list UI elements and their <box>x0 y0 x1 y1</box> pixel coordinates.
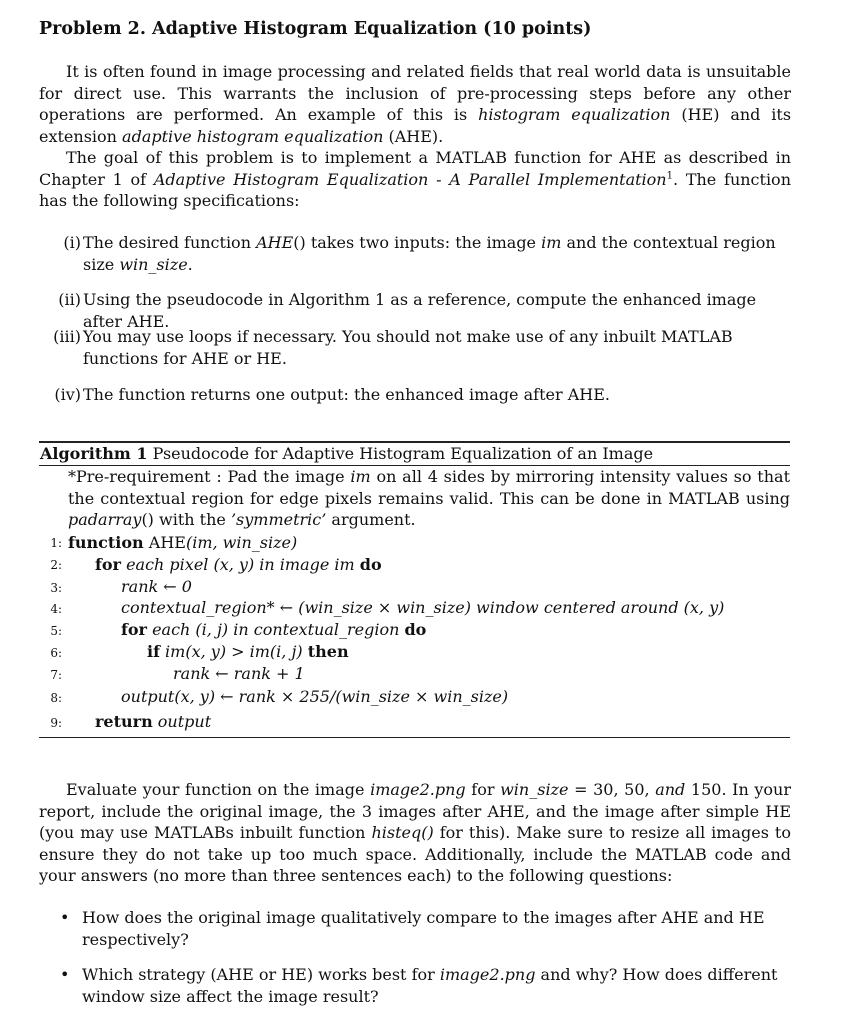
intro-text: The goal of this problem is to implement a MATLAB function for AHE as described in Chapter 1 of <box>39 148 791 189</box>
algorithm-caption <box>40 443 653 465</box>
spec-fragment: The desired function <box>83 233 257 252</box>
algorithm-caption-text: Pseudocode for Adaptive Histogram Equalization of an Image <box>147 444 654 463</box>
spec-label: (iv) <box>54 385 81 404</box>
spec-text <box>83 232 791 275</box>
eval-text: = 30, 50, <box>568 780 656 799</box>
intro-paragraph-2 <box>39 147 791 212</box>
line-number: 1: <box>50 536 62 550</box>
code-args: (im, win_size) <box>185 533 298 552</box>
line-number: 7: <box>50 668 62 682</box>
line-number: 3: <box>50 581 62 595</box>
code-text: rank ← rank + 1 <box>173 664 305 683</box>
line-number: 6: <box>50 646 62 660</box>
line-number: 4: <box>50 602 62 616</box>
algorithm-label: Algorithm 1 <box>40 444 148 463</box>
spec-fragment: () takes two inputs: the image <box>293 233 542 252</box>
intro-text: It is often found in image processing and related fields that real world data is unsuitable for direct use. This warrants the inclusion of pre-processing steps before any other operations are performed. An example of this is <box>39 62 791 124</box>
code-text: each pixel (x, y) in image im <box>120 555 360 574</box>
spec-label: (i) <box>63 233 81 252</box>
filename: image2.png <box>370 780 466 799</box>
spec-label: (iii) <box>53 327 81 346</box>
keyword: for <box>121 620 147 639</box>
keyword: if <box>147 642 160 661</box>
spec-text: The function returns one output: the enhanced image after AHE. <box>83 385 610 404</box>
spec-fragment: and the contextual region size <box>83 233 776 274</box>
code-text: output(x, y) ← rank × 255/(win_size × win_size) <box>121 687 509 706</box>
problem-title: Problem 2. Adaptive Histogram Equalization (10 points) <box>39 19 592 39</box>
code-line <box>173 663 305 685</box>
footnote-marker: 1 <box>666 170 673 182</box>
function-padarray: padarray <box>68 510 142 529</box>
code-text: output <box>152 712 212 731</box>
question-fragment: and why? How does different window size affect the image result? <box>82 965 778 1006</box>
algorithm-bottom-rule <box>39 737 790 738</box>
code-line <box>121 619 426 641</box>
spec-fragment: . <box>187 254 193 274</box>
pre-requirement <box>68 466 790 531</box>
var-im: im <box>350 467 371 486</box>
code-text: rank ← 0 <box>121 577 192 596</box>
bullet-icon: • <box>60 965 70 984</box>
question-text <box>82 964 790 1007</box>
line-number: 5: <box>50 624 62 638</box>
keyword: return <box>95 712 153 731</box>
eval-text: 150. In your report, include the original image, the 3 images after AHE, and the image after simple HE (you may use MATLABs inbuilt function <box>39 780 792 842</box>
var-im: im <box>541 233 562 252</box>
line-number: 9: <box>50 716 62 730</box>
question-fragment: Which strategy (AHE or HE) works best for <box>82 965 440 984</box>
keyword: do <box>359 555 382 574</box>
code-text: contextual_region* ← (win_size × win_size) window centered around (x, y) <box>121 598 725 617</box>
code-text: AHE <box>143 533 186 552</box>
pre-text: argument. <box>326 510 416 529</box>
filename: image2.png <box>439 965 536 984</box>
pre-text: *Pre-requirement : Pad the image <box>68 467 351 486</box>
function-histeq: histeq() <box>371 823 434 842</box>
code-line <box>95 711 211 733</box>
keyword: for <box>95 555 121 574</box>
code-line <box>95 554 382 576</box>
eval-text: for <box>465 780 501 799</box>
function-name: AHE <box>256 233 294 252</box>
code-line <box>121 686 508 708</box>
keyword: do <box>404 620 427 639</box>
term-ahe: adaptive histogram equalization <box>122 126 384 146</box>
spec-label: (ii) <box>58 290 81 309</box>
keyword: then <box>307 642 349 661</box>
question-text: How does the original image qualitatively compare to the images after AHE and HE respectively? <box>82 908 765 949</box>
spec-text: You may use loops if necessary. You should not make use of any inbuilt MATLAB functions for AHE or HE. <box>83 327 733 368</box>
book-title: Adaptive Histogram Equalization - A Parallel Implementation <box>153 169 667 189</box>
eval-text: for this). Make sure to resize all images to ensure they do not take up too much space. Additionally, include the MATLAB code and your answers (no more than three sentences each) to the following questions: <box>39 823 791 885</box>
pre-text: on all 4 sides by mirroring intensity values so that the contextual region for edge pixels remains valid. This can be done in MATLAB using <box>68 467 791 508</box>
var-win-size: win_size <box>119 254 188 274</box>
eval-text: Evaluate your function on the image <box>66 780 371 799</box>
intro-text: (AHE). <box>383 126 444 146</box>
line-number: 8: <box>50 691 62 705</box>
arg-symmetric: ’symmetric’ <box>230 510 327 529</box>
intro-text: (HE) and its extension <box>39 105 792 146</box>
pre-text: () with the <box>141 510 231 529</box>
keyword: function <box>68 533 144 552</box>
intro-text: . The function has the following specifications: <box>39 169 791 210</box>
var-win-size: win_size <box>500 780 569 799</box>
evaluation-paragraph <box>39 779 791 887</box>
eval-and: and <box>655 780 686 799</box>
code-line <box>147 641 349 663</box>
term-he: histogram equalization <box>478 105 671 124</box>
code-line <box>68 532 297 554</box>
line-number: 2: <box>50 558 62 572</box>
spec-text: Using the pseudocode in Algorithm 1 as a reference, compute the enhanced image after AHE. <box>83 290 757 331</box>
bullet-icon: • <box>60 908 70 927</box>
code-text: each (i, j) in contextual_region <box>146 620 405 639</box>
code-text: im(x, y) > im(i, j) <box>159 642 308 661</box>
intro-paragraph-1 <box>39 61 791 147</box>
code-line <box>121 597 724 619</box>
code-line <box>121 576 192 598</box>
